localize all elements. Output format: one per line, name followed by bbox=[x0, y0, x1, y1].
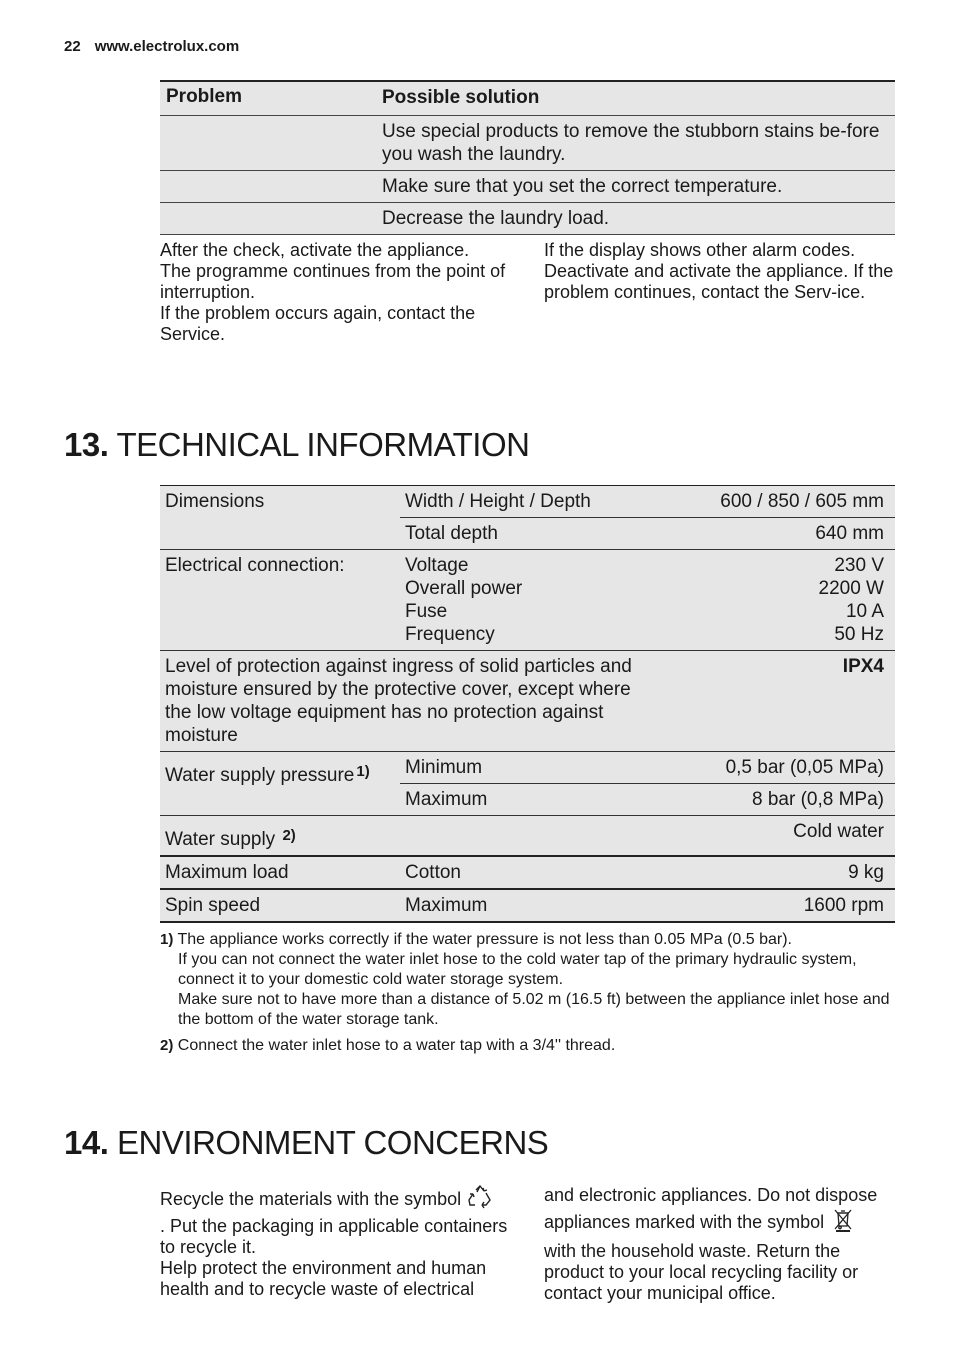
section-14-title bbox=[64, 1124, 548, 1162]
paragraph-line: with the household waste. Return the product to your local recycling facility or contact your municipal office. bbox=[544, 1241, 859, 1303]
value-cell: 9 kg bbox=[848, 862, 884, 883]
footnote-ref: 1) bbox=[356, 763, 370, 780]
param-cell: Maximum bbox=[405, 789, 488, 810]
param-cell: Overall power bbox=[405, 578, 523, 599]
row-label: Dimensions bbox=[165, 491, 265, 512]
solution-cell: Decrease the laundry load. bbox=[382, 208, 610, 229]
param-cell: Voltage bbox=[405, 555, 469, 576]
row-label: Level of protection against ingress of solid particles and moisture ensured by the protective cover, except where the low voltage equipment has no protection against moisture bbox=[165, 656, 632, 746]
table-row-load bbox=[160, 857, 895, 890]
problem-table-header bbox=[160, 82, 895, 116]
footnote-line: Connect the water inlet hose to a water tap with a 3/4'' thread. bbox=[177, 1037, 616, 1054]
table-row-supply bbox=[160, 816, 895, 857]
value-cell: 0,5 bar (0,05 MPa) bbox=[725, 757, 884, 778]
table-row-electrical bbox=[160, 550, 895, 651]
value-cell: 230 V bbox=[834, 555, 884, 576]
value-cell: IPX4 bbox=[842, 656, 884, 677]
param-cell: Total depth bbox=[405, 523, 498, 544]
value-cell: 600 / 850 / 605 mm bbox=[720, 491, 884, 512]
param-cell: Width / Height / Depth bbox=[405, 491, 591, 512]
table-row bbox=[160, 203, 895, 235]
value-cell: 1600 rpm bbox=[803, 895, 884, 916]
section-title-text: ENVIRONMENT CONCERNS bbox=[117, 1124, 549, 1161]
footnote-line: If you can not connect the water inlet hose to the cold water tap of the primary hydraulic system, connect it to your domestic cold water storage system. bbox=[178, 951, 857, 988]
row-label: Spin speed bbox=[165, 895, 261, 916]
paragraph-line: Recycle the materials with the symbol bbox=[160, 1188, 462, 1209]
table-row-pressure bbox=[160, 752, 895, 816]
value-cell: 10 A bbox=[845, 601, 884, 622]
section-13-title bbox=[64, 426, 529, 464]
alarm-text-right bbox=[544, 240, 894, 303]
section-title-text: TECHNICAL INFORMATION bbox=[116, 426, 530, 463]
paragraph-line: and electronic appliances. Do not dispose appliances marked with the symbol bbox=[544, 1185, 878, 1232]
table-row bbox=[160, 171, 895, 203]
solution-cell: Make sure that you set the correct temperature. bbox=[382, 176, 783, 197]
row-label: Maximum load bbox=[165, 862, 289, 883]
section-number: 14. bbox=[64, 1124, 109, 1161]
param-cell: Minimum bbox=[405, 757, 483, 778]
header-problem: Problem bbox=[166, 86, 243, 107]
value-cell: 2200 W bbox=[818, 578, 884, 599]
footnote-ref: 2) bbox=[282, 827, 296, 844]
footnote-mark: 2) bbox=[160, 1037, 174, 1054]
crossed-bin-icon bbox=[833, 1208, 853, 1239]
value-cell: Cold water bbox=[793, 821, 884, 842]
value-cell: 50 Hz bbox=[834, 624, 884, 645]
table-row-spin bbox=[160, 890, 895, 923]
site-url: www.electrolux.com bbox=[94, 38, 240, 55]
page-header bbox=[64, 38, 239, 55]
param-cell: Cotton bbox=[405, 862, 461, 883]
paragraph-line: Help protect the environment and human health and to recycle waste of electrical bbox=[160, 1258, 487, 1299]
footnote-line: Make sure not to have more than a distance of 5.02 m (16.5 ft) between the appliance inlet hose and the bottom of the water storage tank. bbox=[178, 991, 890, 1028]
table-row-protection bbox=[160, 651, 895, 752]
header-solution: Possible solution bbox=[382, 87, 540, 108]
paragraph-line: If the display shows other alarm codes. Deactivate and activate the appliance. If the problem continues, contact the Serv-ice. bbox=[544, 240, 894, 302]
param-cell: Maximum bbox=[405, 895, 488, 916]
recycle-icon bbox=[467, 1184, 493, 1215]
technical-table bbox=[160, 485, 895, 923]
page-number: 22 bbox=[64, 38, 81, 55]
table-row-dimensions bbox=[160, 486, 895, 550]
row-label: Electrical connection: bbox=[165, 555, 345, 576]
paragraph-line: . Put the packaging in applicable containers to recycle it. bbox=[160, 1216, 508, 1257]
footnote-2 bbox=[160, 1036, 900, 1056]
environment-left bbox=[160, 1184, 520, 1300]
paragraph-line: The programme continues from the point of interruption. bbox=[160, 261, 506, 302]
row-label bbox=[160, 816, 400, 855]
section-number: 13. bbox=[64, 426, 109, 463]
row-label-text: Water supply bbox=[165, 829, 276, 850]
paragraph-line: If the problem occurs again, contact the Service. bbox=[160, 303, 476, 344]
row-label-text: Water supply pressure bbox=[165, 765, 355, 786]
footnote-1 bbox=[160, 930, 900, 1030]
row-label bbox=[160, 752, 400, 815]
param-cell: Fuse bbox=[405, 601, 448, 622]
solution-cell: Use special products to remove the stubborn stains be-fore you wash the laundry. bbox=[382, 121, 880, 165]
footnote-mark: 1) bbox=[160, 931, 174, 948]
alarm-text-left bbox=[160, 240, 520, 345]
param-cell: Frequency bbox=[405, 624, 495, 645]
paragraph-line: After the check, activate the appliance. bbox=[160, 240, 470, 260]
value-cell: 640 mm bbox=[815, 523, 884, 544]
table-row bbox=[160, 116, 895, 171]
environment-right bbox=[544, 1182, 899, 1304]
problem-table bbox=[160, 80, 895, 235]
value-cell: 8 bar (0,8 MPa) bbox=[752, 789, 884, 810]
footnote-line: The appliance works correctly if the water pressure is not less than 0.05 MPa (0.5 bar). bbox=[177, 931, 792, 948]
